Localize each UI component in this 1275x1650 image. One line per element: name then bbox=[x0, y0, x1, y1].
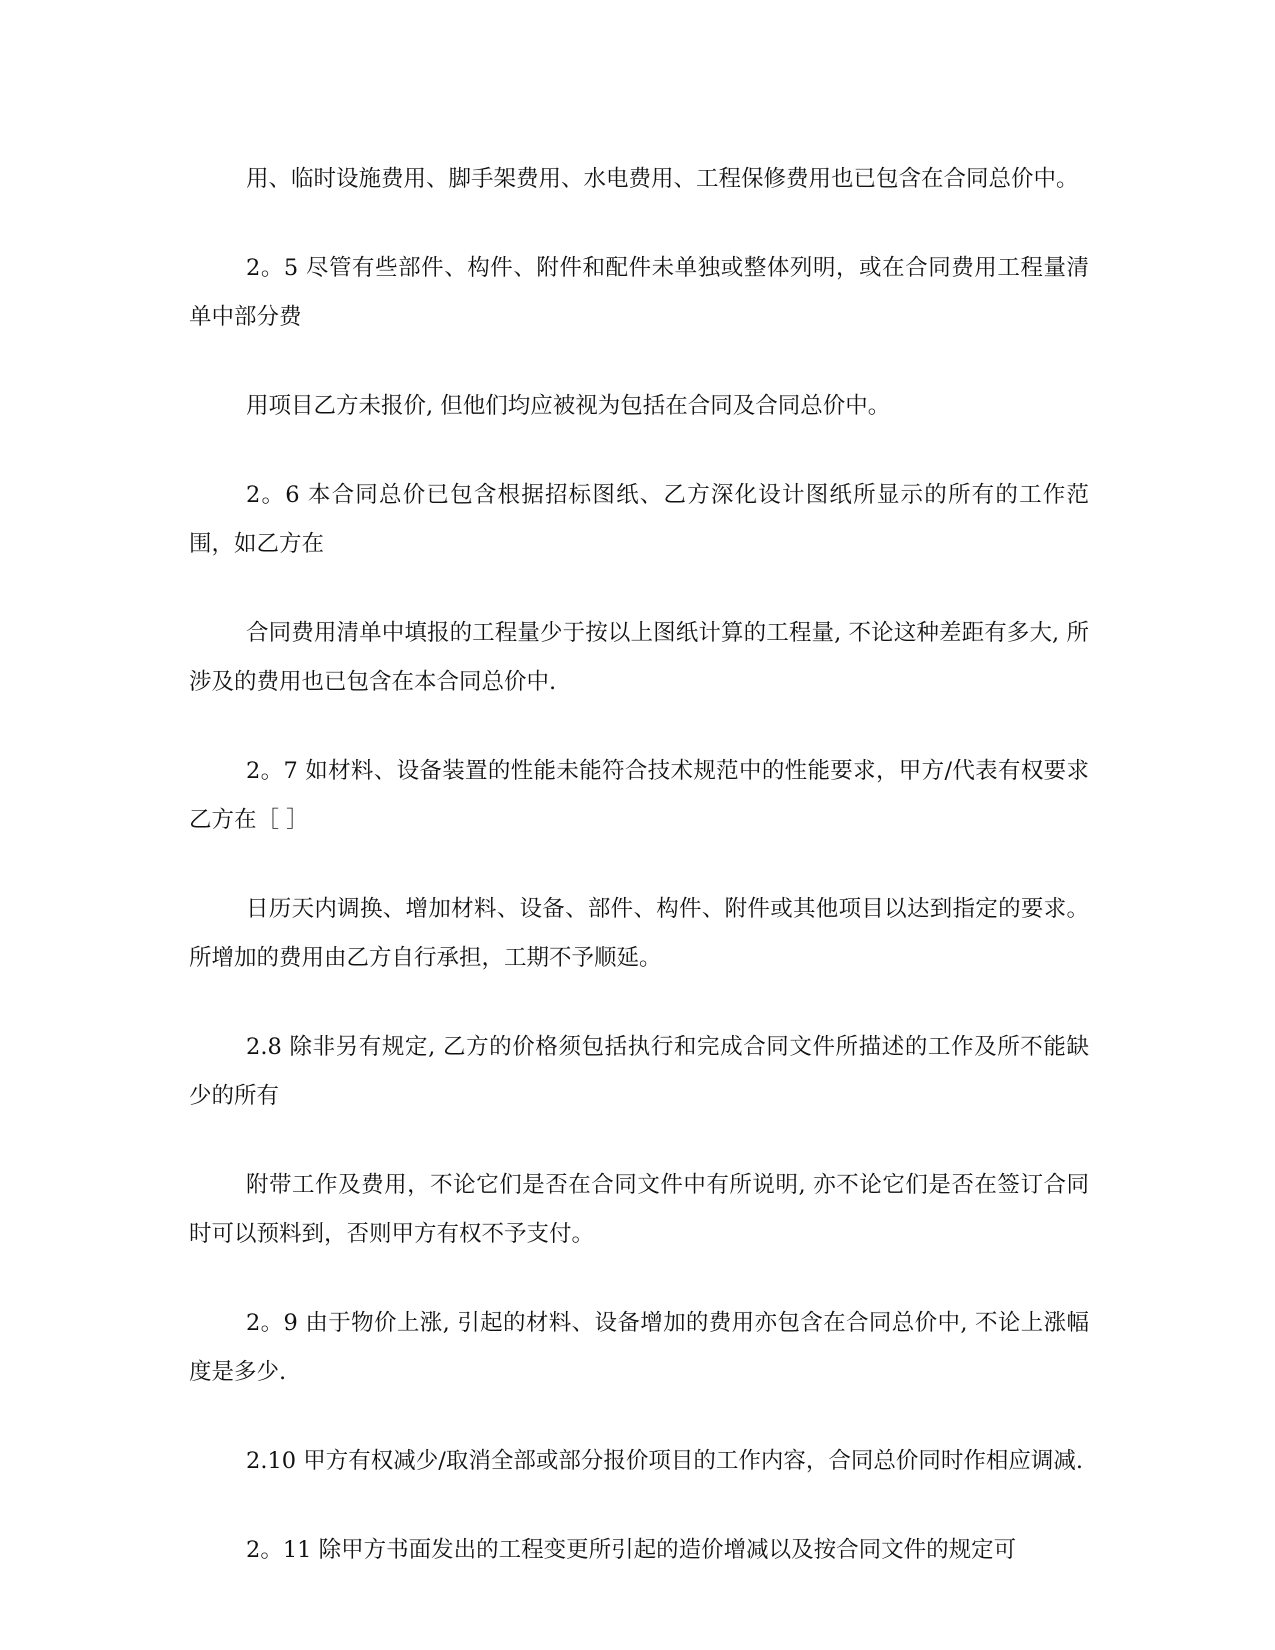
paragraph-clause-2-5-continued: 用项目乙方未报价, 但他们均应被视为包括在合同及合同总价中。 bbox=[246, 393, 891, 419]
paragraph-clause-2-10: 2.10 甲方有权减少/取消全部或部分报价项目的工作内容，合同总价同时作相应调减. bbox=[246, 1448, 1083, 1474]
paragraph-clause-2-6-continued: 合同费用清单中填报的工程量少于按以上图纸计算的工程量, 不论这种差距有多大, 所涉及的费用也已包含在本合同总价中. bbox=[189, 620, 1089, 695]
paragraph-fees-included: 用、临时设施费用、脚手架费用、水电费用、工程保修费用也已包含在合同总价中。 bbox=[246, 166, 1079, 192]
paragraph-clause-2-7-continued: 日历天内调换、增加材料、设备、部件、构件、附件或其他项目以达到指定的要求。所增加的费用由乙方自行承担，工期不予顺延。 bbox=[189, 896, 1089, 971]
paragraph-clause-2-11: 2。11 除甲方书面发出的工程变更所引起的造价增减以及按合同文件的规定可 bbox=[246, 1537, 1017, 1563]
paragraph-clause-2-6: 2。6 本合同总价已包含根据招标图纸、乙方深化设计图纸所显示的所有的工作范围，如乙方在 bbox=[189, 482, 1089, 557]
contract-text-body bbox=[189, 155, 1089, 1615]
paragraph-clause-2-7: 2。7 如材料、设备装置的性能未能符合技术规范中的性能要求，甲方/代表有权要求乙方在［ ］ bbox=[189, 758, 1089, 833]
paragraph-clause-2-5: 2。5 尽管有些部件、构件、附件和配件未单独或整体列明，或在合同费用工程量清单中部分费 bbox=[189, 255, 1089, 330]
paragraph-clause-2-9: 2。9 由于物价上涨, 引起的材料、设备增加的费用亦包含在合同总价中, 不论上涨幅度是多少. bbox=[189, 1310, 1089, 1385]
paragraph-clause-2-8-continued: 附带工作及费用，不论它们是否在合同文件中有所说明, 亦不论它们是否在签订合同时可以预料到，否则甲方有权不予支付。 bbox=[189, 1172, 1089, 1247]
paragraph-clause-2-8: 2.8 除非另有规定, 乙方的价格须包括执行和完成合同文件所描述的工作及所不能缺少的所有 bbox=[189, 1034, 1089, 1109]
